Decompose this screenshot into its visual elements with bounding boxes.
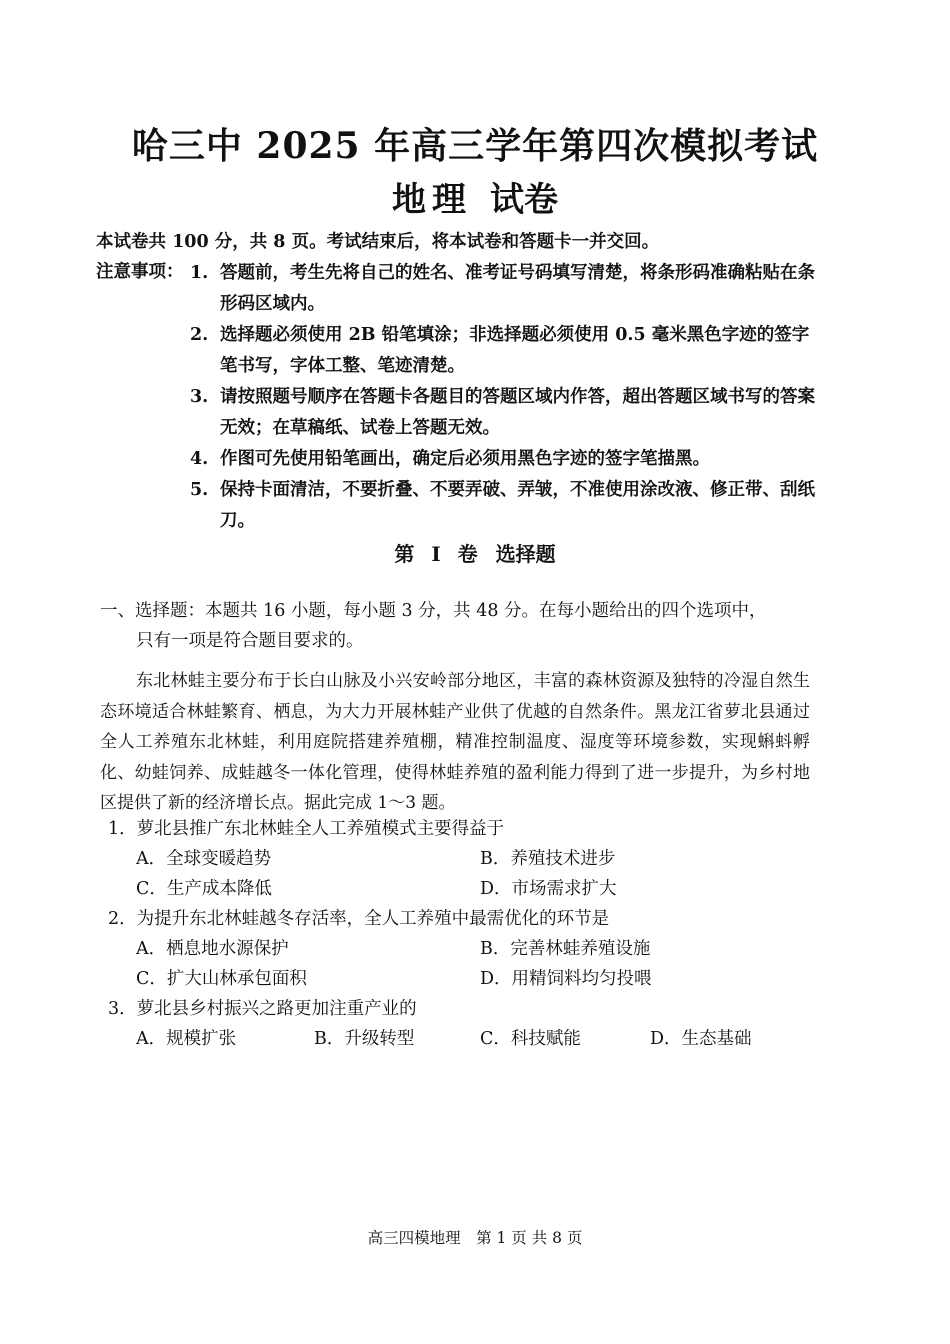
notice-item: [190, 382, 815, 444]
notice-item-number: 1.: [190, 263, 209, 283]
notice-item-text: 保持卡面清洁，不要折叠、不要弄破、弄皱，不准使用涂改液、修正带、刮纸刀。: [220, 480, 815, 531]
notice-label: 注意事项：: [96, 262, 184, 282]
exam-title: 哈三中 2025 年高三学年第四次模拟考试: [131, 125, 819, 167]
option-a: A．全球变暖趋势: [136, 849, 272, 869]
section-name: 选择题: [495, 542, 556, 566]
question-stem: 2．为提升东北林蛙越冬存活率，全人工养殖中最需优化的环节是: [108, 909, 610, 929]
passage-text: 东北林蛙主要分布于长白山脉及小兴安岭部分地区，丰富的森林资源及独特的冷湿自然生态环境适合林蛙繁育、栖息，为大力开展林蛙产业供了优越的自然条件。黑龙江省萝北县通过全人工养殖东北林蛙，利用庭院搭建养殖棚，精准控制温度、湿度等环境参数，实现蝌蚪孵化、幼蛙饲养、成蛙越冬一体化管理，使得林蛙养殖的盈利能力得到了进一步提升，为乡村地区提供了新的经济增长点。据此完成 1～3 题。: [100, 671, 810, 813]
notice-item-number: 2.: [190, 325, 209, 345]
exam-subtitle: [0, 172, 950, 221]
option-b: B．升级转型: [314, 1029, 415, 1049]
question-stem: 3．萝北县乡村振兴之路更加注重产业的: [108, 999, 417, 1019]
notice-item: [190, 320, 815, 382]
paper-label: 试卷: [490, 180, 558, 220]
subject-name: 地理: [392, 180, 472, 220]
option-a: A．规模扩张: [136, 1029, 237, 1049]
question-stem: 1．萝北县推广东北林蛙全人工养殖模式主要得益于: [108, 819, 505, 839]
section-title: [0, 538, 950, 567]
option-c: C．扩大山林承包面积: [136, 969, 307, 989]
notice-item-number: 3.: [190, 387, 209, 407]
option-d: D．用精饲料均匀投喂: [480, 969, 652, 989]
notice-item-text: 请按照题号顺序在答题卡各题目的答题区域内作答，超出答题区域书写的答案无效；在草稿纸、试卷上答题无效。: [220, 387, 815, 438]
option-a: A．栖息地水源保护: [136, 939, 289, 959]
option-c: C．生产成本降低: [136, 879, 272, 899]
option-b: B．养殖技术进步: [480, 849, 616, 869]
reading-passage: [100, 666, 810, 819]
option-d: D．市场需求扩大: [480, 879, 617, 899]
mc-header-line1: 一、选择题：本题共 16 小题，每小题 3 分，共 48 分。在每小题给出的四个选项中，: [100, 601, 767, 621]
notice-item: [190, 258, 815, 320]
notice-item-number: 4.: [190, 449, 209, 469]
notice-item-number: 5.: [190, 480, 209, 500]
notice-item-text: 答题前，考生先将自己的姓名、准考证号码填写清楚，将条形码准确粘贴在条形码区域内。: [220, 263, 815, 314]
page-footer: 高三四模地理 第 1 页 共 8 页: [367, 1229, 583, 1247]
option-d: D．生态基础: [650, 1029, 752, 1049]
notice-item-text: 选择题必须使用 2B 铅笔填涂；非选择题必须使用 0.5 毫米黑色字迹的签字笔书写，字体工整、笔迹清楚。: [220, 325, 810, 376]
option-b: B．完善林蛙养殖设施: [480, 939, 651, 959]
intro-text: 本试卷共 100 分，共 8 页。考试结束后，将本试卷和答题卡一并交回。: [96, 232, 660, 252]
notice-item: [190, 475, 815, 537]
option-c: C．科技赋能: [480, 1029, 581, 1049]
section-part: 第 I 卷: [394, 542, 478, 566]
multiple-choice-header: [100, 596, 840, 656]
mc-header-line2: 只有一项是符合题目要求的。: [136, 631, 364, 651]
notice-item-text: 作图可先使用铅笔画出，确定后必须用黑色字迹的签字笔描黑。: [220, 449, 710, 469]
notice-item: [190, 444, 815, 475]
